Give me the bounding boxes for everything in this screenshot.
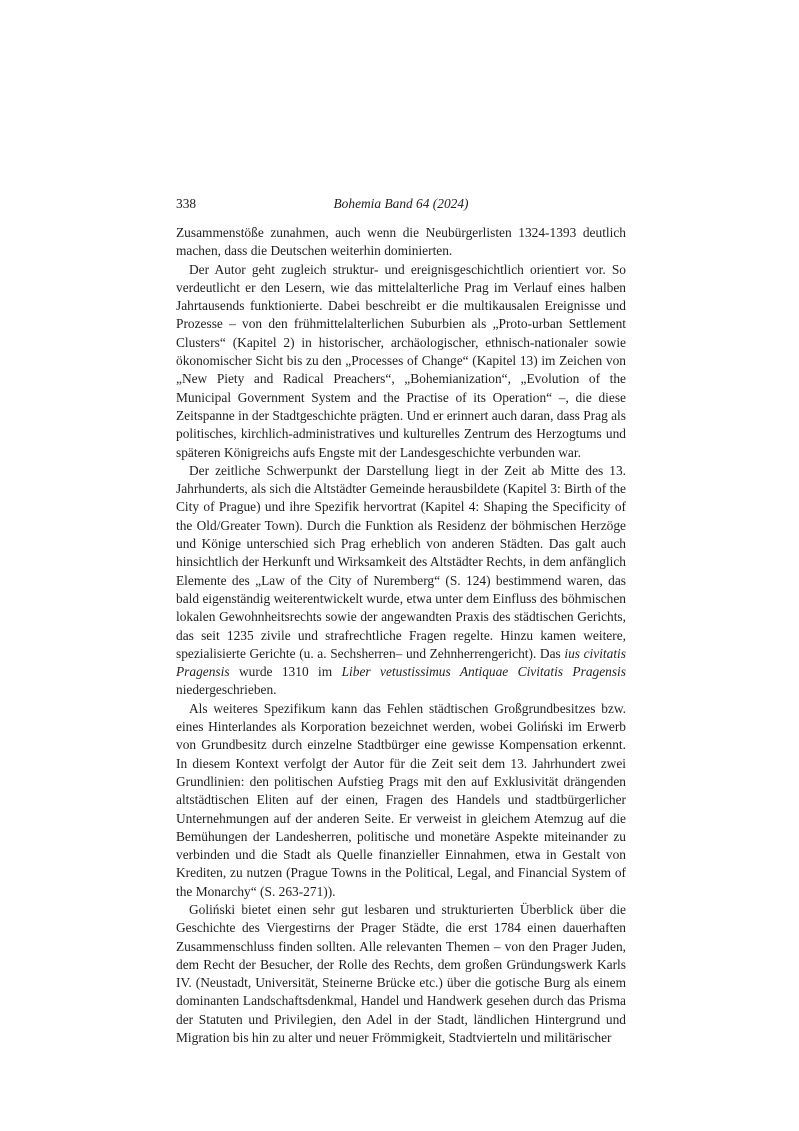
paragraph xyxy=(176,462,626,700)
text-segment: niedergeschrieben. xyxy=(176,682,277,698)
text-segment: Der zeitliche Schwerpunkt der Darstellung liegt in der Zeit ab Mitte des 13. Jahrhunderts, als sich die Altstädter Gemeinde herausbildete (Kapitel 3: Birth of the City of Prague) und ihre Spezifik hervortrat (Kapitel 4: Shaping the Specificity of the Old/Greater Town). Durch die Funktion als Residenz der böhmischen Herzöge und Könige unterschied sich Prag erheblich von anderen Städten. Das galt auch hinsichtlich der Herkunft und Wirksamkeit des Altstädter Rechts, in dem anfänglich Elemente des „Law of the City of Nuremberg“ (S. 124) bestimmend waren, das bald eigenständig weiterentwickelt wurde, etwa unter dem Einfluss des böhmischen lokalen Gewohnheitsrechts sowie der angewandten Praxis des städtischen Gerichts, das seit 1235 zivile und strafrechtliche Fragen regelte. Hinzu kamen weitere, spezialisierte Gerichte (u. a. Sechsherren– und Zehnherrengericht). Das xyxy=(176,462,626,661)
paragraph xyxy=(176,901,626,1047)
text-segment: Als weiteres Spezifikum kann das Fehlen städtischen Großgrundbesitzes bzw. eines Hinterlandes als Korporation bezeichnet werden, wobei Goliński im Erwerb von Grundbesitz durch einzelne Stadtbürger eine gewisse Kompensation erkennt. In diesem Kontext verfolgt der Autor für die Zeit seit dem 13. Jahrhundert zwei Grundlinien: den politischen Aufstieg Prags mit den auf Exklusivität drängenden altstädtischen Eliten auf der einen, Fragen des Handels und stadtbürgerlicher Unternehmungen auf der anderen Seite. Er verweist in gleichem Atemzug auf die Bemühungen der Landesherren, politische und monetäre Aspekte miteinander zu verbinden und die Stadt als Quelle finanzieller Einnahmen, etwa in Gestalt von Krediten, zu nutzen (Prague Towns in the Political, Legal, and Financial System of the Monarchy“ (S. 263-271)). xyxy=(176,700,626,899)
page-header xyxy=(176,196,626,214)
paragraph xyxy=(176,261,626,462)
page-number: 338 xyxy=(176,196,197,211)
running-head: Bohemia Band 64 (2024) xyxy=(333,196,469,211)
text-segment: wurde 1310 im xyxy=(229,664,342,680)
italic-text-segment: ius civitatis Pragensis xyxy=(176,645,626,680)
body-text xyxy=(176,224,626,1047)
paragraph xyxy=(176,700,626,901)
text-segment: Goliński bietet einen sehr gut lesbaren und strukturierten Überblick über die Geschichte des Viergestirns der Prager Städte, die erst 1784 einen dauerhaften Zusammenschluss finden sollten. Alle relevanten Themen – von den Prager Juden, dem Recht der Besucher, der Rolle des Rechts, dem großen Gründungswerk Karls IV. (Neustadt, Universität, Steinerne Brücke etc.) über die gotische Burg als einem dominanten Landschaftsdenkmal, Handel und Handwerk gesehen durch das Prisma der Statuten und Privilegien, den Adel in der Stadt, ländlichen Hintergrund und Migration bis hin zu alter und neuer Frömmigkeit, Stadtvierteln und militärischer xyxy=(176,901,626,1046)
text-segment: Der Autor geht zugleich struktur- und ereignisgeschichtlich orientiert vor. So verdeutlicht er den Lesern, wie das mittelalterliche Prag im Verlauf eines halben Jahrtausends funktionierte. Dabei beschreibt er die multikausalen Ereignisse und Prozesse – von den frühmittelalterlichen Suburbien als „Proto-urban Settlement Clusters“ (Kapitel 2) in historischer, archäologischer, ethnisch-nationaler sowie ökonomischer Sicht bis zu den „Processes of Change“ (Kapitel 13) im Zeichen von „New Piety and Radical Preachers“, „Bohemianization“, „Evolution of the Municipal Government System and the Practise of its Operation“ –, die diese Zeitspanne in der Stadtgeschichte prägten. Und er erinnert auch daran, dass Prag als politisches, kirchlich-administratives und kulturelles Zentrum des Herzogtums und späteren Königreichs aufs Engste mit der Landesgeschichte verbunden war. xyxy=(176,261,626,460)
italic-text-segment: Liber vetustissimus Antiquae Civitatis Pragensis xyxy=(341,664,626,680)
paragraph xyxy=(176,224,626,261)
text-segment: Zusammenstöße zunahmen, auch wenn die Neubürgerlisten 1324-1393 deutlich machen, dass die Deutschen weiterhin dominierten. xyxy=(176,225,626,259)
